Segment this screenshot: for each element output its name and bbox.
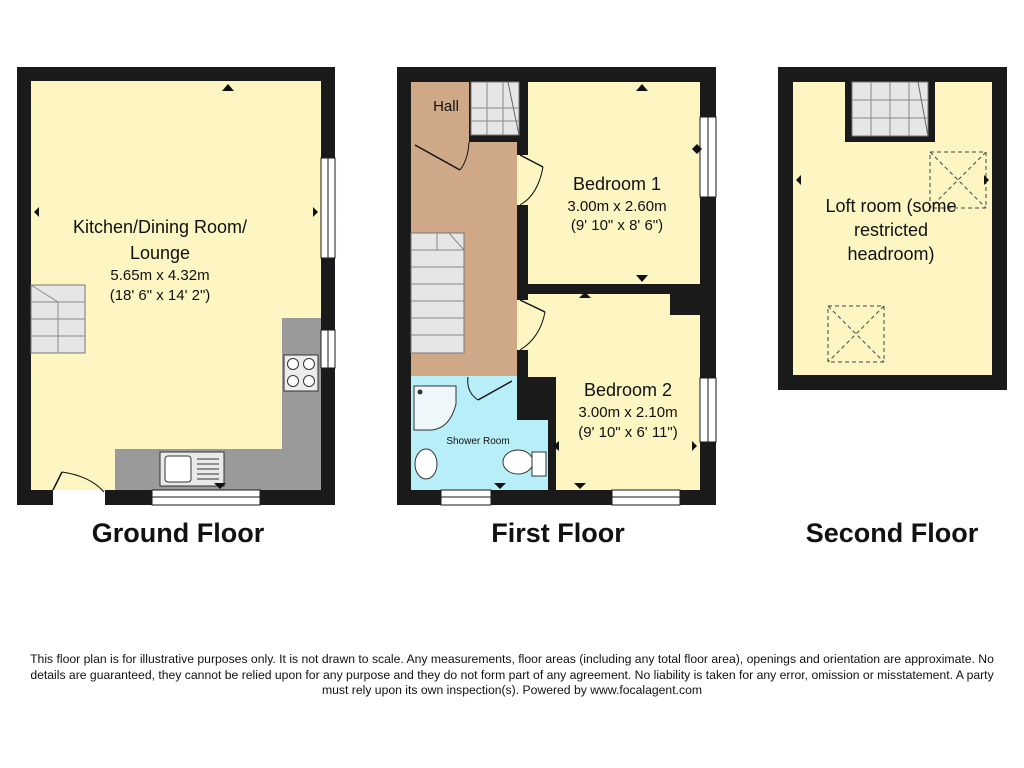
bedroom1-name: Bedroom 1	[572, 174, 662, 194]
bedroom2-name: Bedroom 2	[583, 380, 673, 400]
shower-room-name: Shower Room	[446, 436, 510, 447]
kitchen-name-line1: Kitchen/Dining Room/	[72, 217, 248, 237]
bedroom1-metric: 3.00m x 2.60m	[567, 198, 667, 215]
bedroom2-floor-top	[528, 294, 670, 315]
disclaimer-line: This floor plan is for illustrative purposes only. It is not drawn to scale. Any measurements, floor areas (including any total floor area), openings and orientation are approximate. No	[30, 652, 994, 666]
hob-icon	[284, 355, 318, 391]
loft-name-line1: Loft room (some	[825, 196, 957, 216]
basin-icon	[415, 449, 437, 479]
first-floor-title: First Floor	[491, 518, 625, 548]
bedroom2-imperial: (9' 10" x 6' 11")	[578, 424, 678, 441]
loft-name-line3: headroom)	[847, 244, 935, 264]
bedroom1-imperial: (9' 10" x 8' 6")	[570, 217, 664, 234]
first-stairs-icon	[411, 233, 464, 353]
second-floor-title: Second Floor	[805, 518, 979, 548]
disclaimer	[4, 652, 1020, 699]
loft-stairs-icon	[845, 82, 935, 142]
ground-stairs-icon	[31, 285, 85, 353]
loft-name-line2: restricted	[853, 220, 929, 240]
toilet-icon	[503, 450, 546, 476]
disclaimer-line: must rely upon its own inspection(s). Powered by www.focalagent.com	[321, 683, 702, 697]
ground-floor-plan	[17, 67, 335, 505]
kitchen-metric: 5.65m x 4.32m	[110, 267, 210, 284]
bedroom2-floor	[556, 315, 700, 490]
kitchen-name-line2: Lounge	[129, 243, 191, 263]
ground-floor-title: Ground Floor	[91, 518, 265, 548]
kitchen-imperial: (18' 6" x 14' 2")	[109, 287, 211, 304]
hall-name: Hall	[433, 98, 459, 115]
disclaimer-line: details are guaranteed, they cannot be relied upon for any purpose and they do not form part of any agreement. No liability is taken for any error, omission or misstatement. A party	[30, 667, 994, 682]
first-floor-plan	[397, 67, 716, 505]
sink-icon	[160, 452, 224, 486]
bedroom2-metric: 3.00m x 2.10m	[578, 404, 678, 421]
second-floor-plan	[778, 67, 1007, 390]
